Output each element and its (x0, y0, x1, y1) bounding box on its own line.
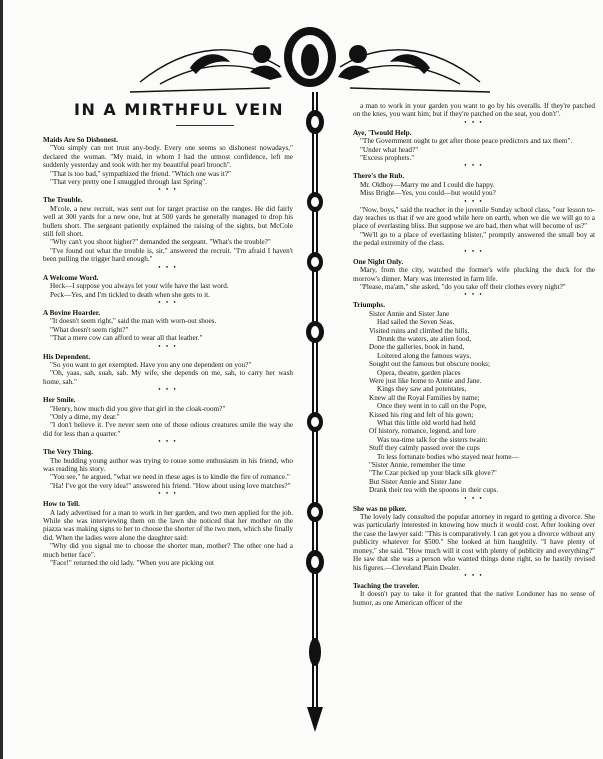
story-paragraph: "Please, ma'am," she asked, "do you take off their clothes every night?" (360, 282, 566, 291)
story-paragraph: "The Government ought to get after those peace predictors and tax them". (360, 137, 573, 146)
story-paragraph: "Face!" returned the old lady. "When you are picking out (50, 559, 215, 568)
story-paragraph: "You see," he argued, "what we need in these ages is to kindle the fire of romance." (50, 473, 290, 482)
story-paragraph: It doesn't pay to take it for granted that the native Londoner has no sense of humor, as one American officer of the (353, 590, 595, 607)
poem-line: To less fortunate bodies who stayed near home— (377, 452, 519, 461)
left-column (43, 134, 293, 752)
story-paragraph: "Ha! I've got the very idea!" answered his friend. "How about using love matches?" (50, 481, 291, 490)
story-paragraph: "So you want to get exempted. Have you any one dependent on you?" (50, 360, 252, 369)
story-paragraph: "That is too bad," sympathized the friend. "Which one was it?" (50, 169, 231, 178)
story-separator: • • • (158, 439, 178, 446)
story-heading: The Trouble. (43, 196, 83, 205)
story-item (353, 301, 595, 494)
story-separator: • • • (158, 387, 178, 394)
title-underline (176, 125, 234, 126)
story-paragraph: Mary, from the city, watched the former's wife plucking the duck for the morrow's dinner. Mary was interested in farm life. (353, 266, 595, 283)
story-paragraph: "That very pretty one I smuggled through last Spring". (50, 178, 207, 187)
story-heading: Teaching the traveler. (353, 581, 420, 590)
story-item (353, 258, 595, 292)
story-paragraph: "Only a dime, my dear." (50, 412, 120, 421)
poem-line: Loitered along the famous ways, (377, 351, 472, 360)
story-paragraph: "Now, boys," said the teacher in the juvenile Sunday school class, "our lesson to-day teaches us that if we are good while here on earth, when we die we will go to a place of everlasting bliss. But suppose we are bad, then what will become of us?" (353, 205, 595, 231)
story-separator: • • • (464, 292, 484, 299)
story-heading: Triumphs. (353, 301, 386, 310)
story-paragraph: Miss Bright—Yes, you could—but would you? (360, 189, 496, 198)
story-item (43, 448, 293, 490)
story-paragraph: Peck—Yes, and I'm tickled to death when she gets to it. (50, 290, 210, 299)
story-heading: Her Smile. (43, 396, 76, 405)
story-paragraph: M'cole, a new recruit, was sent out for target practise on the ranges. He did fairly well at 300 yards for a new one, but at 500 yards he generally managed to drop his bullets short. The sergeant patiently explained the raising of the sights, but McCole still fell short. (43, 204, 293, 239)
page-title: IN A MIRTHFUL VEIN (74, 100, 284, 119)
story-item (353, 582, 595, 607)
story-heading: One Night Only. (353, 257, 404, 266)
poem-line: Drunk the waters, ate alien food, (377, 334, 472, 343)
story-item (43, 396, 293, 438)
story-item (353, 206, 595, 248)
poem-line: Kissed his ring and felt of his gown; (369, 410, 474, 419)
story-paragraph: "Under what head?" (360, 145, 419, 154)
story-paragraph: "Why can't you shoot higher?" demanded the sergeant. "What's the trouble?" (50, 238, 271, 247)
story-paragraph: "You simply can not trust any-body. Every one seems so dishonest nowadays," declared the woman. "My maid, in whom I had the utmost confidence, left me suddenly yesterday and took with her my beautiful pearl brooch". (43, 144, 293, 170)
story-separator: • • • (464, 163, 484, 170)
poem-line: What this little old world had held (377, 419, 476, 427)
story-item (353, 505, 595, 572)
story-item (43, 353, 293, 387)
story-item (43, 309, 293, 343)
story-separator: • • • (464, 248, 484, 255)
header-ornament (130, 22, 490, 100)
poem-line: Drank their tea with the spoons in their cups. (369, 486, 499, 495)
story-heading: A Welcome Word. (43, 273, 99, 282)
poem-line: Done the galleries, book in hand, (369, 343, 465, 352)
right-column (353, 102, 595, 754)
center-column-ornament (303, 92, 327, 732)
story-heading: His Dependent. (43, 352, 91, 361)
story-paragraph: "That a mere cow can afford to wear all that leather." (50, 334, 203, 343)
story-separator: • • • (158, 264, 178, 271)
poem-line: Were just like home to Annie and Jane. (369, 376, 482, 385)
story-paragraph: The budding young author was trying to rouse some enthusiasm in his friend, who was reading his story. (43, 456, 293, 473)
story-item (43, 196, 293, 263)
story-heading: A Bovine Hoarder. (43, 308, 101, 317)
story-paragraph: "I don't believe it. I've never seen one of those odious creatures smile the way she did for less than a quarter." (43, 421, 293, 438)
story-heading: There's the Rub. (353, 172, 405, 181)
story-item (43, 274, 293, 299)
poem-line: "The Czar picked up your black silk glove?" (369, 469, 497, 478)
story-heading: How to Tell. (43, 500, 80, 509)
poem-line: Of history, romance, legend, and lore (369, 427, 476, 436)
story-paragraph: The lovely lady consulted the popular attorney in regard to getting a divorce. She was particularly interested in knowing how much it would cost. After looking over the case the lawyer said: "This is comparatively. I can get you a divorce without any publicity whatever for $500." She looked at him haughtily. "I have plenty of money," she said. "How much will it cost with plenty of publicity and everything?" He saw that she was a person who wanted things done right, so he hastily revised his figures.—Cleveland Plain Dealer. (353, 513, 595, 572)
story-paragraph: "It doesn't seem right," said the man with worn-out shoes. (50, 317, 217, 326)
poem-line: "Sister Annie, remember the time (369, 461, 466, 470)
story-separator: • • • (158, 187, 178, 194)
story-paragraph: Mr. Oldboy—Marry me and I could die happy. (360, 180, 495, 189)
story-item (43, 136, 293, 186)
story-item (353, 172, 595, 197)
poem-line: Had sailed the Seven Seas, (377, 318, 455, 327)
story-separator: • • • (158, 491, 178, 498)
poem-line: Once they went in to call on the Pope, (377, 402, 487, 411)
story-paragraph: "Henry, how much did you give that girl in the cloak-room?" (50, 404, 226, 413)
poem-line: Kings they saw and potentates, (377, 385, 467, 394)
poem-line: Sister Annie and Sister Jane (369, 309, 450, 318)
poem-line: But Sister Annie and Sister Jane (369, 477, 462, 486)
story-separator: • • • (464, 495, 484, 502)
story-paragraph: "I've found out what the trouble is, sir," answered the recruit. "I'm afraid I haven't been pulling the trigger hard enough." (43, 246, 293, 264)
story-separator: • • • (158, 299, 178, 306)
story-separator: • • • (464, 119, 484, 126)
poem-line: Opera, theatre, garden places (377, 368, 461, 377)
story-item (353, 102, 595, 119)
poem-block (353, 310, 595, 495)
story-paragraph: Heck—I suppose you always let your wife have the last word. (50, 282, 229, 291)
story-heading: The Very Thing. (43, 448, 93, 457)
story-heading: Aye, 'Twould Help. (353, 128, 412, 137)
story-paragraph: A lady advertised for a man to work in her garden, and two men applied for the job. While she was interviewing them on the lawn she noticed that her mother on the piazza was making signs to her to choose the shorter of the two men, which she finally did. When the ladies were alone the daughter said: (43, 508, 293, 542)
poem-line: Knew all the Royal Families by name; (369, 393, 480, 402)
story-item (43, 500, 293, 567)
poem-line: Was tea-time talk for the sisters twain: (377, 435, 488, 444)
page-edge (0, 0, 3, 759)
story-paragraph: "Oh, yaas, sah, suah, sah. My wife, she depends on me, sah, to carry her wash home, sah." (43, 369, 293, 386)
story-separator: • • • (158, 343, 178, 350)
story-paragraph: "Why did you signal me to choose the shorter man, mother? The other one had a much better face". (43, 542, 293, 559)
story-paragraph: "Excess prophets." (360, 154, 415, 163)
poem-line: Sought out the famous but obscure nooks; (369, 360, 490, 369)
story-heading: She was no piker. (353, 504, 407, 513)
story-paragraph: a man to work in your garden you want to go by his overalls. If they're patched on the knes, you want him; but if they're patched on the seat, you don't". (353, 102, 595, 119)
story-separator: • • • (464, 572, 484, 579)
story-heading: Maids Are So Dishonest. (43, 136, 118, 144)
poem-line: Stuff they calmly passed over the cups (369, 444, 480, 453)
story-paragraph: "We'll go to a place of everlasting blister," promptly answered the small boy at the pedal extremity of the class. (353, 230, 595, 248)
story-paragraph: "What doesn't seem right?" (50, 325, 129, 334)
story-item (353, 129, 595, 163)
story-separator: • • • (464, 198, 484, 205)
poem-line: Visited ruins and climbed the hills, (369, 326, 470, 335)
